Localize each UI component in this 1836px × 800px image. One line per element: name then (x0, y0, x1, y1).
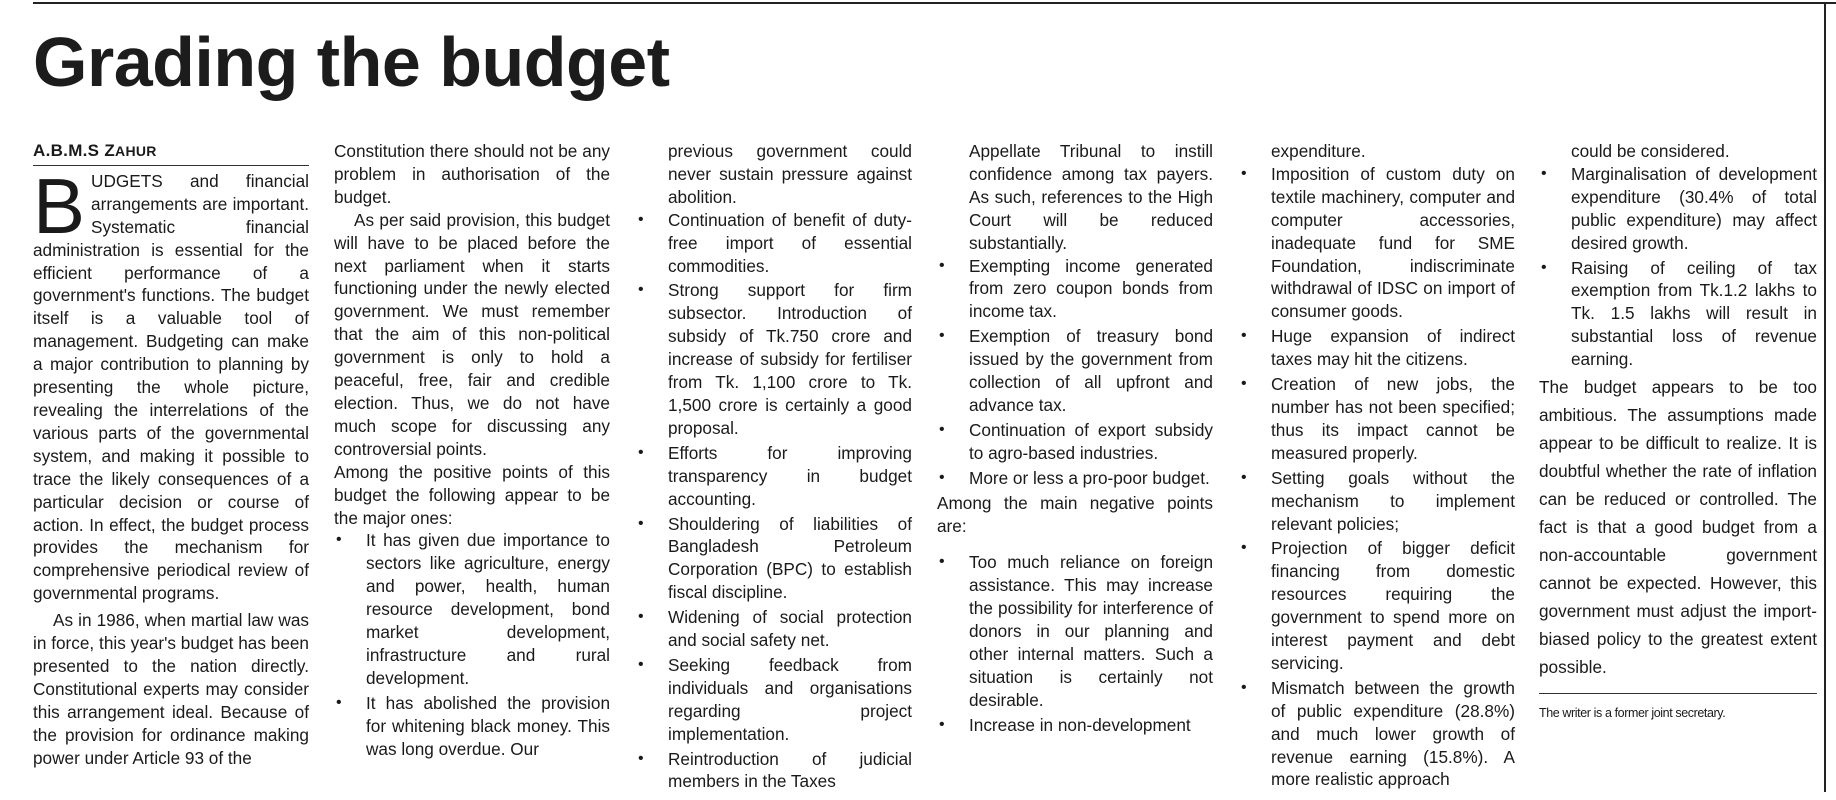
headline: Grading the budget (33, 23, 670, 101)
column-2 (334, 140, 610, 762)
list-item: • Exempting income generated from zero coupon bonds from income tax. (937, 255, 1213, 324)
top-rule (33, 2, 1836, 4)
bullet-list (1539, 163, 1817, 371)
paragraph (33, 161, 309, 605)
list-item: • Continuation of benefit of duty-free import of essential commodities. (636, 209, 912, 278)
column-5 (1239, 140, 1515, 793)
bullet-list (1239, 163, 1515, 791)
column-1 (33, 140, 309, 769)
byline-first: A.B.M.S Z (33, 141, 116, 160)
paragraph: Constitution there should not be any problem in authorisation of the budget. (334, 141, 610, 207)
column-3 (636, 140, 912, 795)
byline (33, 140, 309, 166)
list-item: • Increase in non-development (937, 714, 1213, 737)
list-item: • Exemption of treasury bond issued by the government from collection of all upfront and advance tax. (937, 325, 1213, 417)
paragraph: As in 1986, when martial law was in force, this year's budget has been presented to the nation directly. Constitutional experts may consider this arrangement ideal. Because of the provision for ordinance making power under Article 93 of the (33, 610, 309, 768)
paragraph: As per said provision, this budget will have to be placed before the next parliament when it starts functioning under the newly elected government. We must remember that the aim of this non-political government is only to hold a peaceful, free, fair and credible election. Thus, we do not have much scope for discussing any controversial points. (334, 209, 610, 459)
column-4 (937, 140, 1213, 739)
list-item: • It has given due importance to sectors like agriculture, energy and power, health, human resource development, bond market development, infrastructure and rural development. (334, 529, 610, 689)
column-6 (1539, 140, 1817, 725)
drop-cap: B (33, 161, 86, 250)
list-item: • Projection of bigger deficit financing from domestic resources requiring the government to spend more on interest payment and debt servicing. (1239, 537, 1515, 674)
list-item: • Imposition of custom duty on textile machinery, computer and computer accessories, inadequate fund for SME Foundation, indiscriminate withdrawal of IDSC on import of consumer goods. (1239, 163, 1515, 323)
list-item: • Strong support for firm subsector. Introduction of subsidy of Tk.750 crore and increase of subsidy for fertiliser from Tk. 1,100 crore to Tk. 1,500 crore is certainly a good proposal. (636, 279, 912, 439)
paragraph: expenditure. (1271, 141, 1366, 161)
list-item: • Raising of ceiling of tax exemption from Tk.1.2 lakhs to Tk. 1.5 lakhs will result in substantial loss of revenue earning. (1539, 257, 1817, 372)
list-item: • Shouldering of liabilities of Bangladesh Petroleum Corporation (BPC) to establish fiscal discipline. (636, 513, 912, 605)
paragraph: Among the main negative points are: (937, 492, 1213, 536)
paragraph: previous government could never sustain pressure against abolition. (668, 141, 912, 207)
bullet-list (937, 255, 1213, 490)
bullet-list (937, 551, 1213, 736)
paragraph: could be considered. (1571, 141, 1730, 161)
list-item: • Efforts for improving transparency in budget accounting. (636, 442, 912, 511)
bullet-list (334, 529, 610, 760)
footnote-rule (1539, 693, 1817, 694)
paragraph: Among the positive points of this budget the following appear to be the major ones: (334, 461, 610, 528)
list-item: • Marginalisation of development expenditure (30.4% of total public expenditure) may affect desired growth. (1539, 163, 1817, 255)
list-item: • Seeking feedback from individuals and organisations regarding project implementation. (636, 654, 912, 746)
bullet-list (636, 209, 912, 794)
paragraph: The budget appears to be too ambitious. The assumptions made appear to be difficult to realize. It is doubtful whether the rate of inflation can be reduced or controlled. The fact is that a good budget from a non-accountable government cannot be expected. However, this government must adjust the import-biased policy to the greatest extent possible. (1539, 377, 1817, 678)
list-item: • Setting goals without the mechanism to implement relevant policies; (1239, 467, 1515, 536)
list-item: • Continuation of export subsidy to agro-based industries. (937, 419, 1213, 465)
list-item: • Too much reliance on foreign assistance. This may increase the possibility for interference of donors in our planning and other internal matters. Such a situation is certainly not desirable. (937, 551, 1213, 711)
list-item: • It has abolished the provision for whitening black money. This was long overdue. Our (334, 692, 610, 761)
list-item: • Mismatch between the growth of public expenditure (28.8%) and much lower growth of revenue earning (15.8%). A more realistic approach (1239, 677, 1515, 792)
list-item: • Huge expansion of indirect taxes may hit the citizens. (1239, 325, 1515, 371)
list-item: • Reintroduction of judicial members in the Taxes (636, 748, 912, 794)
list-item: • Creation of new jobs, the number has not been specified; thus its impact cannot be measured properly. (1239, 373, 1515, 465)
list-item: • Widening of social protection and social safety net. (636, 606, 912, 652)
right-rule (1824, 2, 1826, 792)
list-item: • More or less a pro-poor budget. (937, 467, 1213, 490)
paragraph: Appellate Tribunal to instill confidence among tax payers. As such, references to the High Court will be reduced substantially. (969, 141, 1213, 253)
footnote: The writer is a former joint secretary. (1539, 706, 1726, 721)
byline-rest: AHUR (115, 143, 157, 159)
paragraph-text: UDGETS and financial arrangements are important. Systematic financial administration is essential for the efficient performance of a government's functions. The budget itself is a valuable tool of management. Budgeting can make a major contribution to planning by presenting the whole picture, revealing the interrelations of the various parts of the governmental system, and making it possible to trace the likely consequences of a particular decision or course of action. In effect, the budget process provides the mechanism for comprehensive periodical review of governmental programs. (33, 170, 309, 604)
